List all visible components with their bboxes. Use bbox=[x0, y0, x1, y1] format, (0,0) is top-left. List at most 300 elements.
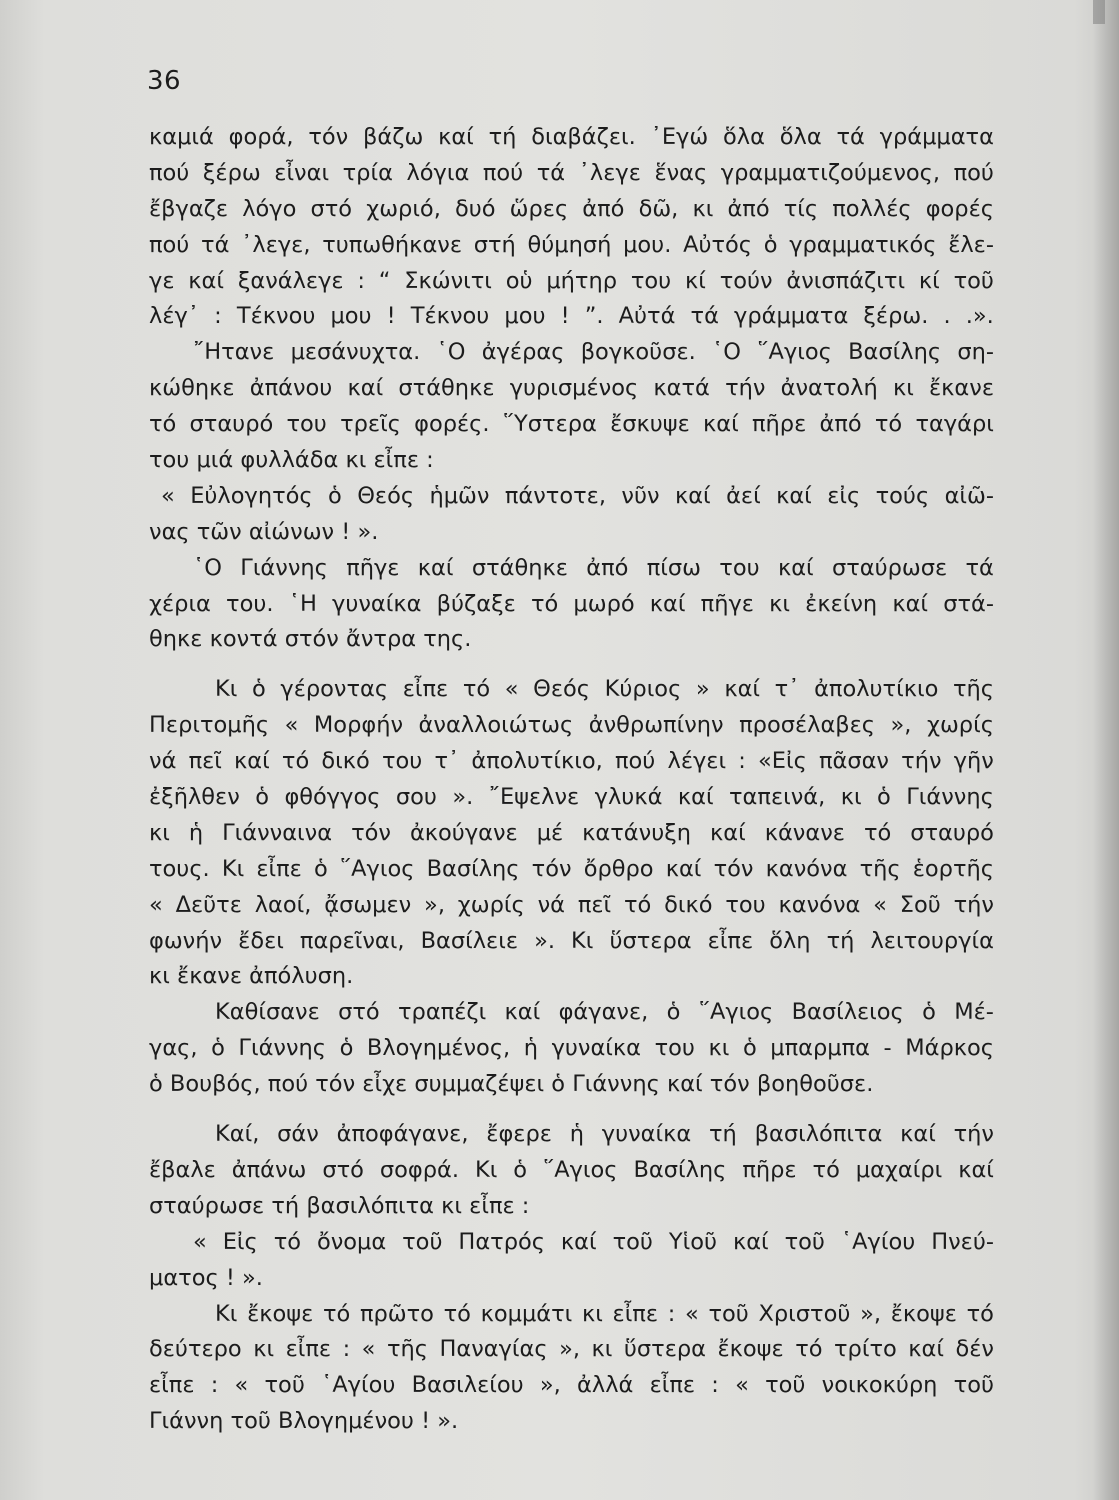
word: μωρό bbox=[573, 590, 635, 617]
word: πῆρε bbox=[752, 411, 807, 438]
word: Καί, bbox=[215, 1121, 260, 1148]
word: ἀγέρας bbox=[481, 339, 565, 366]
text-line bbox=[149, 924, 994, 960]
word: Γιάνναινα bbox=[222, 819, 333, 846]
word: », bbox=[539, 1372, 561, 1399]
word: Βασιλείου bbox=[411, 1372, 524, 1399]
word: στή bbox=[473, 231, 516, 258]
word: τούς bbox=[875, 482, 930, 509]
word: ὕστερα bbox=[609, 927, 692, 954]
word: μήτηρ bbox=[546, 267, 618, 294]
word: πού bbox=[482, 159, 524, 186]
word: κι bbox=[149, 819, 170, 846]
text-line bbox=[149, 995, 994, 1031]
word: τά bbox=[536, 159, 566, 186]
word: ξανάλεγε bbox=[237, 267, 344, 294]
word: ἀπό bbox=[727, 195, 770, 222]
word: βάζω bbox=[363, 124, 424, 150]
text-line bbox=[149, 888, 994, 924]
word: του bbox=[725, 891, 766, 918]
word: ὅλη bbox=[769, 927, 811, 954]
word: ὁ bbox=[513, 1156, 528, 1183]
word: : bbox=[210, 1372, 219, 1399]
text-line bbox=[149, 1225, 994, 1261]
word: πεῖ bbox=[188, 748, 222, 775]
word: τοῦ bbox=[765, 1372, 806, 1399]
word: ἐκείνη bbox=[805, 590, 878, 617]
word: δῶ, bbox=[638, 195, 679, 222]
word: τήν bbox=[901, 748, 942, 775]
word: του bbox=[654, 1035, 695, 1062]
word: κάνανε bbox=[764, 819, 845, 846]
page-edge-mark bbox=[1093, 0, 1105, 24]
word: ἕνας bbox=[654, 159, 708, 186]
word: μου bbox=[330, 303, 372, 330]
word: ἀκούγανε bbox=[409, 819, 518, 846]
word: ἀνατολή bbox=[780, 375, 878, 402]
word: ὁ bbox=[877, 784, 891, 811]
word: καί bbox=[234, 748, 270, 775]
word: ἔφερε bbox=[486, 1121, 552, 1148]
word: στά- bbox=[943, 590, 994, 617]
word: τοῦ bbox=[784, 1228, 825, 1255]
word: θύμησή bbox=[527, 231, 612, 258]
word: μέ bbox=[536, 819, 564, 846]
word: », bbox=[860, 1300, 881, 1327]
word: τοῦ bbox=[402, 1228, 443, 1255]
word: Βασίλης bbox=[848, 339, 942, 366]
word: ὁ bbox=[211, 1035, 225, 1062]
word: ». bbox=[534, 927, 555, 954]
word: κι bbox=[581, 1300, 603, 1327]
word: μεσάνυχτα. bbox=[290, 339, 421, 366]
word: χωρίς bbox=[457, 891, 525, 918]
word: ἔκοψε bbox=[890, 1300, 957, 1327]
word: Μορφήν bbox=[313, 712, 404, 739]
word: φθόγγος bbox=[284, 784, 381, 811]
word: ὁ bbox=[255, 784, 269, 811]
word: γραμματικός bbox=[789, 231, 937, 258]
word: μαχαίρι bbox=[855, 1156, 943, 1183]
text-line bbox=[149, 551, 994, 587]
word: λέγ᾿ bbox=[149, 303, 200, 330]
word: Εἰς bbox=[222, 1228, 258, 1255]
word: κι bbox=[840, 784, 862, 811]
word: στό bbox=[310, 195, 353, 222]
word: ῎Εψελνε bbox=[488, 784, 580, 811]
word: τό bbox=[795, 1336, 823, 1363]
word: λόγια bbox=[406, 159, 470, 186]
word: « bbox=[284, 712, 299, 739]
word: σταυρό bbox=[189, 411, 274, 438]
text-line: σταύρωσε τή βασιλόπιτα κι εἶπε : bbox=[149, 1192, 530, 1219]
word: ὕστερα bbox=[623, 1336, 706, 1363]
word: ἔκανε bbox=[929, 375, 994, 402]
word: τρίτο bbox=[834, 1336, 897, 1363]
word: ἡ bbox=[569, 1121, 584, 1148]
word: καί bbox=[674, 482, 711, 509]
word: . bbox=[943, 303, 951, 330]
word: μπαρμπα bbox=[770, 1035, 870, 1062]
word: ᾿Εγώ bbox=[650, 124, 709, 150]
word: Εὐλογητός bbox=[190, 482, 313, 509]
text-line bbox=[149, 1332, 994, 1368]
word: ῎Ητανε bbox=[193, 339, 275, 366]
word: τό bbox=[462, 676, 491, 703]
word: σου bbox=[395, 784, 437, 811]
word: μου. bbox=[623, 231, 672, 258]
word: ἀπάνου bbox=[249, 375, 333, 402]
word: δικό bbox=[664, 891, 713, 918]
word: ὥρες bbox=[509, 195, 569, 222]
word: « bbox=[504, 676, 519, 703]
word: τό bbox=[443, 1300, 471, 1327]
word: γυρισμένος bbox=[509, 375, 639, 402]
word: ῞Αγιος bbox=[339, 855, 415, 882]
word: ὄρθρο bbox=[583, 855, 654, 882]
word: ! bbox=[386, 303, 396, 330]
word: .». bbox=[965, 303, 994, 330]
word: δυό bbox=[454, 195, 496, 222]
word: γε bbox=[149, 267, 175, 294]
word: Τέκνου bbox=[236, 303, 316, 330]
word: ῾Ο bbox=[436, 339, 466, 366]
word: τοῦ bbox=[612, 1228, 653, 1255]
word: κατάνυξη bbox=[582, 819, 692, 846]
word: Θεός bbox=[357, 482, 415, 509]
word: γλυκά bbox=[594, 784, 663, 811]
text-line bbox=[149, 479, 994, 515]
word: Μάρκος bbox=[905, 1035, 994, 1062]
word: του bbox=[286, 411, 327, 438]
text-line: κι ἔκανε ἀπόλυση. bbox=[149, 963, 354, 990]
word: τό bbox=[281, 748, 310, 775]
word: κί bbox=[685, 267, 706, 294]
word: καί bbox=[649, 590, 686, 617]
word: », bbox=[424, 891, 445, 918]
page-edge-shadow bbox=[1093, 0, 1119, 1500]
word: εἶπε bbox=[285, 1336, 332, 1363]
word: « bbox=[361, 1336, 376, 1363]
text-line bbox=[149, 708, 994, 744]
word: ἔβγαζε bbox=[149, 195, 229, 222]
word: ὁ bbox=[742, 1035, 757, 1062]
text-line bbox=[149, 852, 994, 888]
word: ἔσκυψε bbox=[610, 411, 690, 438]
word: πῆγε bbox=[346, 554, 400, 581]
word: βασιλόπιτα bbox=[754, 1121, 883, 1148]
text-line bbox=[149, 407, 994, 443]
text-line bbox=[149, 1117, 994, 1153]
word: κατά bbox=[653, 375, 710, 402]
word: τρία bbox=[342, 159, 393, 186]
word: τό bbox=[812, 1156, 840, 1183]
word: τοῦ bbox=[708, 1300, 749, 1327]
word: ἔδει bbox=[238, 927, 284, 954]
word: ”. bbox=[584, 303, 604, 330]
word: τά bbox=[690, 303, 719, 330]
word: ῞Αγιος bbox=[542, 1156, 618, 1183]
word: ὁ bbox=[763, 231, 778, 258]
word: Καθίσανε bbox=[215, 999, 320, 1026]
word: Κι bbox=[571, 927, 594, 954]
word: τό bbox=[966, 1300, 994, 1327]
word: πῆγε bbox=[700, 590, 754, 617]
word: Μέ- bbox=[954, 999, 994, 1026]
word: « bbox=[873, 891, 887, 918]
word: πού bbox=[953, 159, 994, 186]
word: Γιάννης bbox=[906, 784, 994, 811]
word: ἀπάνω bbox=[231, 1156, 307, 1183]
word: τρεῖς bbox=[340, 411, 401, 438]
word: μου bbox=[504, 303, 546, 330]
word: κι bbox=[692, 195, 714, 222]
word: ἀπό bbox=[582, 195, 625, 222]
word: του. bbox=[226, 590, 274, 617]
word: εἶπε bbox=[612, 1300, 659, 1327]
word: “ bbox=[378, 267, 391, 294]
word: κι bbox=[708, 1035, 730, 1062]
text-line: ὁ Βουβός, πού τόν εἶχε συμμαζέψει ὁ Γιάννης καί τόν βοηθοῦσε. bbox=[149, 1071, 874, 1098]
word: τυπωθήκανε bbox=[322, 231, 463, 258]
word: τό bbox=[863, 819, 892, 846]
word: ὁ bbox=[666, 999, 681, 1026]
word: ὁ bbox=[252, 676, 266, 703]
word: Γιάννης bbox=[238, 1035, 327, 1062]
word: τή bbox=[488, 124, 517, 150]
word: ἡμῶν bbox=[429, 482, 490, 509]
text-line bbox=[149, 299, 994, 335]
word: ᾿λεγε, bbox=[241, 231, 311, 258]
word: φορές. bbox=[414, 411, 490, 438]
word: λαοί, bbox=[254, 891, 312, 918]
word: εἶπε bbox=[149, 1372, 195, 1399]
word: : bbox=[214, 303, 222, 330]
word: γυναίκα bbox=[332, 590, 422, 617]
word: ῾Αγίου bbox=[840, 1228, 916, 1255]
word: ξέρω bbox=[202, 159, 261, 186]
word: τά bbox=[965, 554, 994, 581]
word: πίσω bbox=[646, 554, 701, 581]
word: γραμματιζούμενος, bbox=[720, 159, 941, 186]
word: », bbox=[890, 712, 912, 739]
word: εἶπε bbox=[256, 855, 302, 882]
word: Αὐτός bbox=[683, 231, 752, 258]
word: σοφρά. bbox=[379, 1156, 459, 1183]
text-line bbox=[149, 1297, 994, 1333]
word: ὁ bbox=[339, 1035, 354, 1062]
word: καί bbox=[188, 267, 225, 294]
word: καί bbox=[724, 676, 761, 703]
word: ἀπολυτίκιο, bbox=[471, 748, 603, 775]
word: Κι bbox=[221, 855, 245, 882]
word: « bbox=[234, 1372, 249, 1399]
text-line: ματος ! ». bbox=[149, 1264, 263, 1291]
word: πᾶσαν bbox=[818, 748, 889, 775]
word: καί bbox=[908, 1336, 944, 1363]
word: «Εἰς bbox=[757, 748, 807, 775]
word: γέροντας bbox=[280, 676, 389, 703]
word: φορές bbox=[925, 195, 994, 222]
word: κι bbox=[892, 375, 914, 402]
word: πού bbox=[149, 159, 190, 186]
word: σταύρωσε bbox=[831, 554, 948, 581]
word: διαβάζει. bbox=[531, 124, 636, 150]
text-line bbox=[149, 371, 994, 407]
word: σταυρό bbox=[910, 819, 994, 846]
word: τή bbox=[709, 1121, 737, 1148]
word: ἑορτῆς bbox=[912, 855, 994, 882]
word: ἔλε- bbox=[948, 231, 994, 258]
word: ἀπό bbox=[586, 554, 629, 581]
word: καί bbox=[504, 999, 541, 1026]
word: Πνεύ- bbox=[931, 1228, 994, 1255]
word: ἔβαλε bbox=[149, 1156, 216, 1183]
word: καί bbox=[732, 1228, 769, 1255]
word: πάντοτε, bbox=[504, 482, 606, 509]
word: Πατρός bbox=[458, 1228, 545, 1255]
word: λόγο bbox=[242, 195, 297, 222]
word: ἀνισπάζιτι bbox=[786, 267, 906, 294]
word: τους. bbox=[149, 855, 210, 882]
word: « bbox=[735, 1372, 749, 1399]
word: Βασίλης bbox=[633, 1156, 727, 1183]
word: παρεῖναι, bbox=[299, 927, 405, 954]
word: ὁ bbox=[328, 482, 342, 509]
word: του bbox=[719, 554, 760, 581]
word: γυναίκα bbox=[551, 1035, 642, 1062]
word: καί bbox=[438, 124, 474, 150]
word: ὁ bbox=[313, 855, 328, 882]
word: νῦν bbox=[621, 482, 660, 509]
word: κι bbox=[769, 590, 790, 617]
word: του bbox=[381, 748, 423, 775]
word: ταπεινά, bbox=[729, 784, 826, 811]
word: τά bbox=[836, 124, 865, 150]
word: Κι bbox=[215, 1300, 238, 1327]
word: τῆς bbox=[859, 855, 901, 882]
word: τοῦ bbox=[953, 1372, 994, 1399]
word: καί bbox=[777, 554, 814, 581]
word: : bbox=[711, 1372, 719, 1399]
word: ῾Ο bbox=[712, 339, 742, 366]
word: τό bbox=[623, 891, 652, 918]
text-line bbox=[149, 1153, 994, 1189]
text-line bbox=[149, 120, 994, 156]
word: καί bbox=[958, 1156, 994, 1183]
word: τόν bbox=[308, 124, 349, 150]
word: τῆς bbox=[386, 1336, 428, 1363]
text-line bbox=[149, 587, 994, 623]
word: » bbox=[695, 676, 710, 703]
word: λειτουργία bbox=[870, 927, 994, 954]
word: καί bbox=[560, 1228, 597, 1255]
word: γας, bbox=[149, 1035, 198, 1062]
word: φωνήν bbox=[149, 927, 223, 954]
word: τούν bbox=[719, 267, 773, 294]
word: σάν bbox=[277, 1121, 319, 1148]
word: χωρίς bbox=[926, 712, 994, 739]
word: Βασίλης bbox=[426, 855, 520, 882]
text-line bbox=[149, 156, 994, 192]
word: ἔκοψε bbox=[717, 1336, 784, 1363]
word: τοῦ bbox=[264, 1372, 305, 1399]
word: Χριστοῦ bbox=[758, 1300, 851, 1327]
text-line bbox=[149, 264, 994, 300]
word: ᾿λεγε bbox=[578, 159, 641, 186]
word: γῆν bbox=[953, 748, 994, 775]
word: λέγει bbox=[667, 748, 727, 775]
word: ὁ bbox=[922, 999, 936, 1026]
word: κι bbox=[253, 1336, 275, 1363]
body-text bbox=[149, 120, 994, 1440]
text-line bbox=[149, 1031, 994, 1067]
text-line bbox=[149, 228, 994, 264]
word: πῆρε bbox=[742, 1156, 797, 1183]
word: προσέλαβες bbox=[739, 712, 876, 739]
word: χωριό, bbox=[366, 195, 441, 222]
word: ἡ bbox=[188, 819, 204, 846]
word: του bbox=[630, 267, 672, 294]
word: », bbox=[559, 1336, 580, 1363]
text-line bbox=[149, 744, 994, 780]
word: βύζαξε bbox=[436, 590, 516, 617]
word: ση- bbox=[957, 339, 994, 366]
word: « bbox=[149, 891, 163, 918]
word: κί bbox=[918, 267, 940, 294]
word: Τέκνου bbox=[410, 303, 490, 330]
word: Βλογημένος, bbox=[366, 1035, 511, 1062]
word: Θεός bbox=[533, 676, 591, 703]
word: τόν bbox=[351, 819, 391, 846]
word: ῾Αγίου bbox=[321, 1372, 396, 1399]
word: γράμματα bbox=[734, 303, 849, 330]
word: πρῶτο bbox=[359, 1300, 434, 1327]
word: νά bbox=[149, 748, 177, 775]
text-line bbox=[149, 816, 994, 852]
word: Περιτομῆς bbox=[149, 712, 270, 739]
word: καί bbox=[710, 819, 746, 846]
word: ! bbox=[560, 303, 570, 330]
word: γράμματα bbox=[879, 124, 994, 150]
text-line: Γιάννη τοῦ Βλογημένου ! ». bbox=[149, 1408, 459, 1435]
word: Δεῦτε bbox=[175, 891, 242, 918]
word: Κύριος bbox=[604, 676, 682, 703]
word: ξέρω. bbox=[863, 303, 929, 330]
word: : bbox=[667, 1300, 676, 1327]
text-line bbox=[149, 780, 994, 816]
word: τίς bbox=[783, 195, 819, 222]
word: τό bbox=[273, 1228, 302, 1255]
word: ». bbox=[452, 784, 474, 811]
word: Βασίλειος bbox=[791, 999, 904, 1026]
word: στό bbox=[322, 1156, 364, 1183]
word: εἶναι bbox=[274, 159, 330, 186]
word: καί bbox=[900, 1121, 936, 1148]
word: κανόνα bbox=[778, 891, 861, 918]
word: καί bbox=[665, 855, 702, 882]
word: νά bbox=[537, 891, 565, 918]
word: « bbox=[161, 482, 175, 509]
word: ᾄσωμεν bbox=[324, 891, 412, 918]
word: τραπέζι bbox=[398, 999, 487, 1026]
word: : bbox=[357, 267, 365, 294]
word: καί bbox=[892, 590, 929, 617]
word: τά bbox=[201, 231, 230, 258]
word: Κι bbox=[215, 676, 238, 703]
word: δεύτερο bbox=[149, 1336, 242, 1363]
word: Σοῦ bbox=[899, 891, 941, 918]
